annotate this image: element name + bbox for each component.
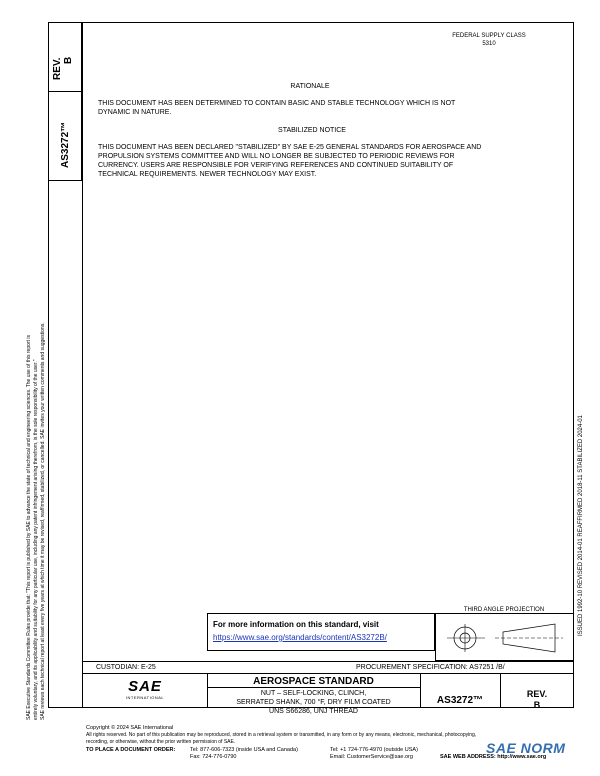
stabilized-text-3: CURRENCY. USERS ARE RESPONSIBLE FOR VERIFYING REFERENCES AND CONTINUED SUITABILITY OF [98, 162, 454, 169]
fax: Fax: 724-776-0790 [190, 754, 237, 760]
watermark-logo: SAE NORM [486, 740, 566, 756]
rationale-text-2: DYNAMIC IN NATURE. [98, 109, 172, 116]
stabilized-text-4: TECHNICAL REQUIREMENTS. NEWER TECHNOLOGY MAY EXIST. [98, 171, 317, 178]
info-box [207, 613, 435, 651]
sae-logo-text: SAE [128, 678, 162, 695]
procurement-spec: PROCUREMENT SPECIFICATION: AS7251 /B/ [356, 664, 505, 671]
footer-top-rule [82, 661, 574, 662]
projection-label: THIRD ANGLE PROJECTION [439, 607, 569, 613]
rationale-text-1: THIS DOCUMENT HAS BEEN DETERMINED TO CONTAIN BASIC AND STABLE TECHNOLOGY WHICH IS NOT [98, 100, 456, 107]
web-address[interactable]: SAE WEB ADDRESS: http://www.sae.org [440, 754, 547, 760]
tel-usa: Tel: 877-606-7323 (inside USA and Canada) [190, 747, 298, 753]
title-line-1: NUT – SELF-LOCKING, CLINCH, [260, 690, 367, 697]
header-rev-label: REV. [52, 57, 63, 80]
rationale-title: RATIONALE [290, 83, 330, 90]
custodian: CUSTODIAN: E-25 [96, 664, 156, 671]
stabilized-text-2: PROPULSION SYSTEMS COMMITTEE AND WILL NO LONGER BE SUBJECTED TO PERIODIC REVIEWS FOR [98, 153, 455, 160]
email[interactable]: Email: CustomerService@sae.org [330, 754, 413, 760]
projection-symbol-icon [445, 620, 565, 656]
copyright-line-3: recording, or otherwise, without the prior written permission of SAE. [86, 739, 236, 745]
standard-link[interactable]: https://www.sae.org/standards/content/AS3272B/ [213, 633, 387, 642]
copyright-line-1: Copyright © 2024 SAE International [86, 725, 174, 731]
stabilized-text-1: THIS DOCUMENT HAS BEEN DECLARED "STABILIZED" BY SAE E-25 GENERAL STANDARDS FOR AEROSPACE AND [98, 144, 482, 151]
header-doc-number: AS3272™ [60, 121, 71, 168]
copyright-line-2: All rights reserved. No part of this publication may be reproduced, stored in a retrieval system or transmitted, in any form or by any means, electronic, mechanical, photocopying, [86, 732, 477, 738]
tel-intl: Tel: +1 724-776-4970 (outside USA) [330, 747, 418, 753]
issue-dates: ISSUED 1992-10 REVISED 2014-01 REAFFIRMED 2018-11 STABILIZED 2024-01 [578, 415, 584, 636]
sae-logo-sub: INTERNATIONAL [125, 695, 165, 700]
info-box-heading: For more information on this standard, visit [213, 620, 379, 629]
left-col-rule [82, 22, 83, 708]
title-rev-label: REV. [526, 689, 548, 699]
standard-type: AEROSPACE STANDARD [253, 676, 374, 687]
fed-supply-class-label: FEDERAL SUPPLY CLASS [452, 33, 526, 39]
title-line-2: SERRATED SHANK, 700 °F, DRY FILM COATED [236, 699, 391, 706]
left-margin-line-2: entirely voluntary, and its applicability and suitability for any particular use, including any patent infringement arising therefrom, is the sole responsibility of the user." [33, 359, 39, 720]
fsc-number: 5310 [482, 41, 496, 47]
document-frame [48, 22, 574, 708]
order-label: TO PLACE A DOCUMENT ORDER: [86, 747, 176, 753]
sae-logo [86, 678, 204, 708]
left-margin-line-3: SAE reviews each technical report at least every five years at which time it may be revised, reaffirmed, stabilized, or cancelled. SAE invites your written comments and suggestions. [40, 322, 46, 720]
title-under-std [207, 687, 420, 688]
left-margin-line-1: SAE Executive Standards Committee Rules provide that: "This report is published by SAE to advance the state of technical and engineering sciences. The use of this report is [26, 335, 32, 720]
title-doc-number: AS3272™ [436, 695, 484, 706]
stabilized-title: STABILIZED NOTICE [278, 127, 346, 134]
header-rev-value: B [63, 56, 74, 64]
title-line-3: UNS S66286, UNJ THREAD [207, 708, 420, 715]
title-rev-value: B [533, 700, 541, 710]
